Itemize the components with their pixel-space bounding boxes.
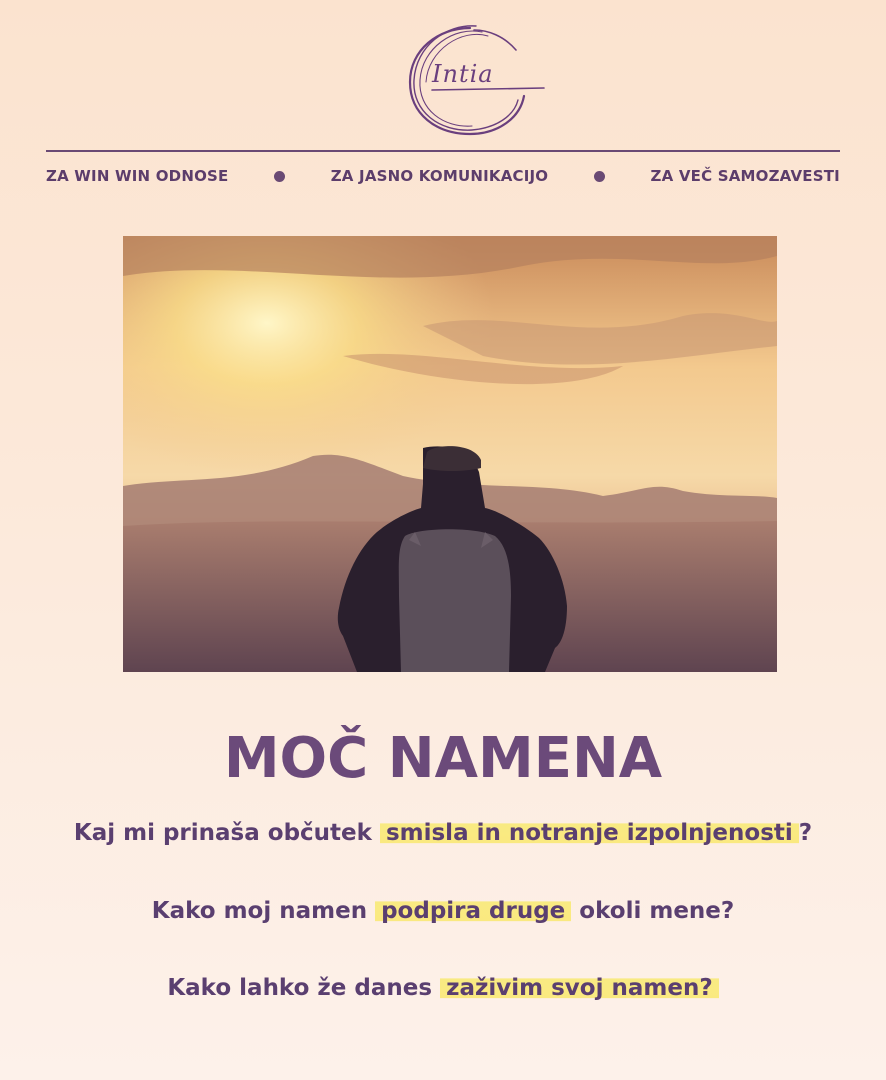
logo-wordmark: Intia: [432, 60, 494, 88]
question-1-text: Kaj mi prinaša občutek: [73, 820, 380, 846]
tagline-2: ZA JASNO KOMUNIKACIJO: [330, 167, 549, 185]
question-1-highlight: smisla in notranje izpolnjenosti: [380, 820, 799, 846]
question-1: [0, 820, 886, 846]
tagline-1: ZA WIN WIN ODNOSE: [46, 167, 229, 185]
page-title: MOČ NAMENA: [223, 726, 663, 791]
hero-photo: [123, 236, 777, 672]
question-3-text: Kako lahko že danes: [167, 975, 441, 1001]
question-2-text: Kako moj namen: [151, 898, 376, 924]
question-2-highlight: podpira druge: [375, 898, 571, 924]
question-2-end: okoli mene?: [571, 898, 735, 924]
bullet-dot-icon: [594, 171, 605, 182]
question-3-highlight: zaživim svoj namen?: [440, 975, 719, 1001]
tagline-3: ZA VEČ SAMOZAVESTI: [650, 167, 840, 185]
question-2: [0, 898, 886, 924]
tagline-bar: [46, 164, 840, 188]
header-divider: [46, 150, 840, 152]
question-1-end: ?: [798, 820, 813, 846]
question-3: [0, 975, 886, 1001]
bullet-dot-icon: [274, 171, 285, 182]
